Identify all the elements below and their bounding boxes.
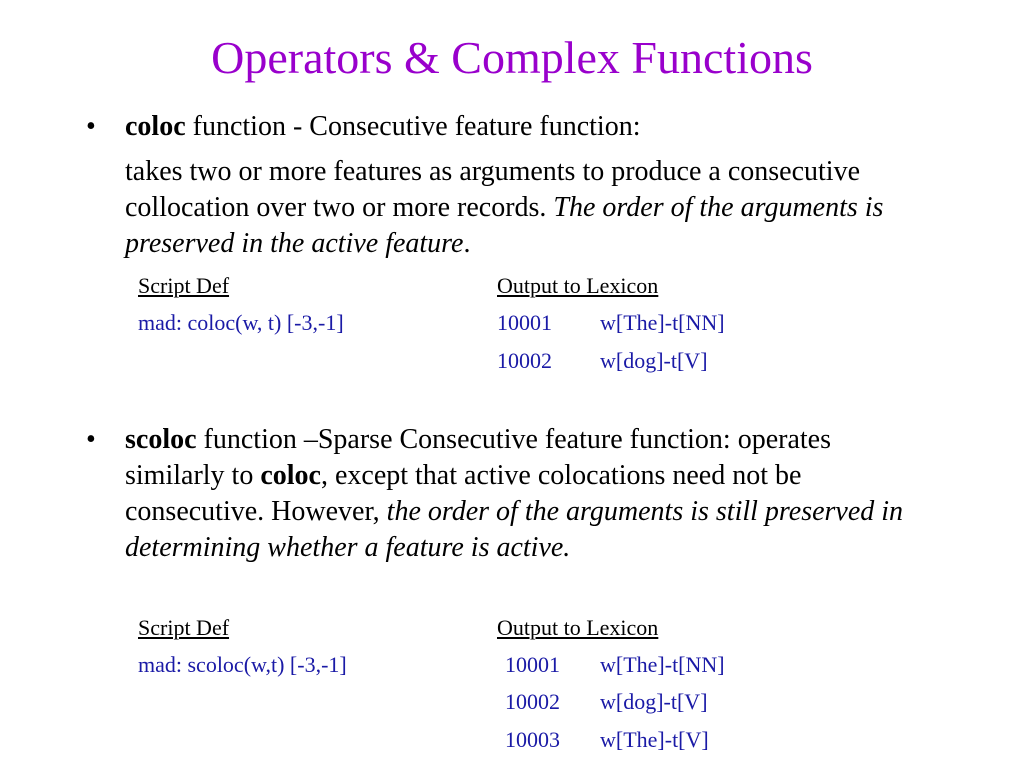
coloc-heading-text: function - Consecutive feature function: (185, 111, 641, 142)
coloc-output-value: w[dog]-t[V] (600, 348, 708, 373)
scoloc-output-id: 10001 (505, 652, 560, 677)
scoloc-text-b: , except that active colocations need not be consecutive. However, (125, 460, 802, 527)
scoloc-script-def-header: Script Def (138, 615, 230, 640)
coloc-desc-end: . (463, 228, 471, 259)
scoloc-italic-text: the order of the arguments is still preserved in determining whether a feature is active. (125, 496, 904, 563)
coloc-desc-text: takes two or more features as arguments to produce a consecutive collocation over two or more records. (125, 156, 860, 223)
coloc-description (125, 154, 925, 262)
scoloc-text-a: function –Sparse Consecutive feature function: operates similarly to (125, 424, 831, 491)
scoloc-output-value: w[The]-t[NN] (600, 652, 725, 677)
scoloc-function-name: scoloc (125, 424, 197, 455)
coloc-output-id: 10001 (497, 310, 552, 335)
coloc-output-header: Output to Lexicon (497, 273, 659, 298)
scoloc-output-value: w[dog]-t[V] (600, 689, 708, 714)
coloc-output-value: w[The]-t[NN] (600, 310, 725, 335)
scoloc-output-value: w[The]-t[V] (600, 727, 709, 752)
slide-title: Operators & Complex Functions (211, 32, 813, 83)
coloc-reference: coloc (260, 460, 321, 491)
coloc-script-def-header: Script Def (138, 273, 230, 298)
scoloc-output-header: Output to Lexicon (497, 615, 659, 640)
scoloc-output-id: 10003 (505, 727, 560, 752)
coloc-output-id: 10002 (497, 348, 552, 373)
bullet-2: • (86, 424, 96, 455)
coloc-function-name: coloc (125, 111, 186, 142)
scoloc-paragraph (125, 422, 925, 566)
scoloc-script-def: mad: scoloc(w,t) [-3,-1] (138, 652, 347, 677)
bullet-1: • (86, 111, 96, 142)
coloc-script-def: mad: coloc(w, t) [-3,-1] (138, 310, 344, 335)
scoloc-output-id: 10002 (505, 689, 560, 714)
coloc-heading (125, 109, 925, 145)
coloc-desc-italic: The order of the arguments is preserved in the active feature (125, 192, 884, 259)
